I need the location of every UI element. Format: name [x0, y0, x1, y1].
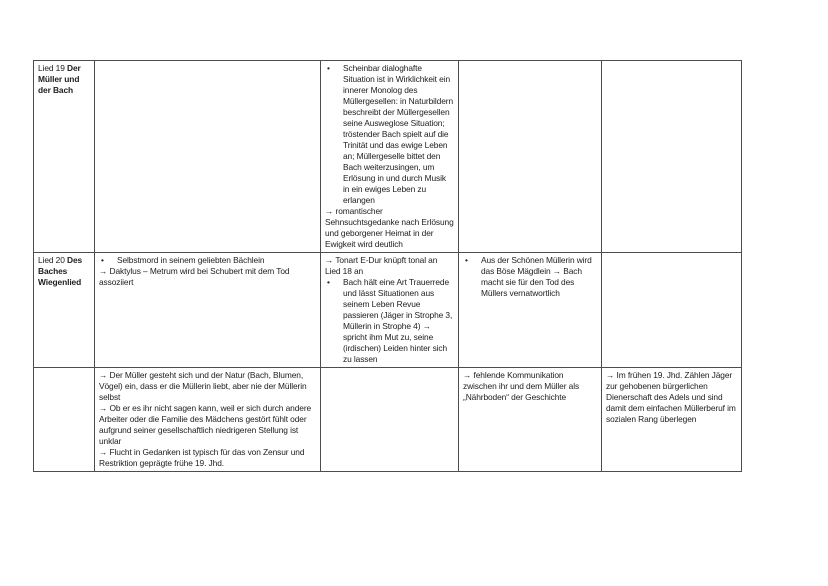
song-number: Lied 19: [38, 63, 68, 73]
song-title: Der Müller und der Bach: [38, 63, 81, 95]
table-cell: [321, 61, 459, 253]
table-cell: [34, 61, 95, 253]
table-body: [34, 61, 742, 472]
bullet-icon: •: [327, 63, 330, 73]
table-row: [34, 61, 742, 253]
arrow-item: → Der Müller gesteht sich und der Natur (Bach, Blumen, Vögel) ein, dass er die Müllerin liebt, aber nie der Müllerin selbst: [99, 370, 307, 402]
arrow-item: → Im frühen 19. Jhd. Zählen Jäger zur gehobenen bürgerlichen Dienerschaft des Adels und sind damit dem einfachen Müllerberuf im sozialen Rang überlegen: [606, 370, 736, 424]
table-cell: [34, 253, 95, 368]
notes-table: [33, 60, 742, 472]
arrow-item: → Flucht in Gedanken ist typisch für das von Zensur und Restriktion geprägte frühe 19. Jhd.: [99, 447, 305, 468]
bullet-item: [463, 255, 597, 299]
table-cell: [602, 61, 742, 253]
table-cell: [459, 61, 602, 253]
table-cell: [321, 253, 459, 368]
song-label: [38, 255, 90, 288]
bullet-icon: •: [101, 255, 104, 265]
bullet-item: [99, 255, 316, 266]
table-cell: [34, 368, 95, 472]
bullet-item: [325, 277, 454, 365]
arrow-item: → fehlende Kommunikation zwischen ihr und dem Müller als „Nährboden“ der Geschichte: [463, 370, 580, 402]
song-number: Lied 20: [38, 255, 68, 265]
note-text: Bach hält eine Art Trauerrede und lässt Situationen aus seinem Leben Revue passieren (Jäger in Strophe 3, Müllerin in Strophe 4) → spricht ihm Mut zu, seine (irdischen) Leiden hinter sich zu lassen: [343, 277, 453, 364]
bullet-item: [325, 63, 454, 206]
table-cell: [321, 368, 459, 472]
arrow-item: → romantischer Sehnsuchtsgedanke nach Erlösung und geborgener Heimat in der Ewigkeit wird deutlich: [325, 206, 454, 249]
table-cell: [602, 368, 742, 472]
bullet-icon: •: [327, 277, 330, 287]
arrow-item: → Ob er es ihr nicht sagen kann, weil er sich durch andere Arbeiter oder die Familie des Mädchens gestört fühlt oder aufgrund seiner gesellschaftlich niedrigeren Stellung ist unklar: [99, 403, 312, 446]
bullet-icon: •: [465, 255, 468, 265]
arrow-item: → Daktylus – Metrum wird bei Schubert mit dem Tod assoziiert: [99, 266, 290, 287]
note-text: Scheinbar dialoghafte Situation ist in Wirklichkeit ein innerer Monolog des Müllergesellen: in Naturbildern beschreibt der Müllergesellen seine Ausweglose Situation; tröstender Bach spielt auf die Trinität und das ewige Leben an; Müllergeselle bittet den Bach weiterzusingen, um Erlösung in und durch Musik in ein ewiges Leben zu erlangen: [343, 63, 454, 205]
song-title: Des Baches Wiegenlied: [38, 255, 83, 287]
table-cell: [95, 253, 321, 368]
arrow-item: → Tonart E-Dur knüpft tonal an Lied 18 an: [325, 255, 438, 276]
table-cell: [95, 368, 321, 472]
table-row: [34, 368, 742, 472]
table-row: [34, 253, 742, 368]
table-cell: [95, 61, 321, 253]
table-cell: [459, 253, 602, 368]
table-cell: [602, 253, 742, 368]
song-label: [38, 63, 90, 96]
table-cell: [459, 368, 602, 472]
note-text: Aus der Schönen Müllerin wird das Böse Mägdlein → Bach macht sie für den Tod des Müllers vernatwortlich: [481, 255, 592, 298]
note-text: Selbstmord in seinem geliebten Bächlein: [117, 255, 265, 265]
